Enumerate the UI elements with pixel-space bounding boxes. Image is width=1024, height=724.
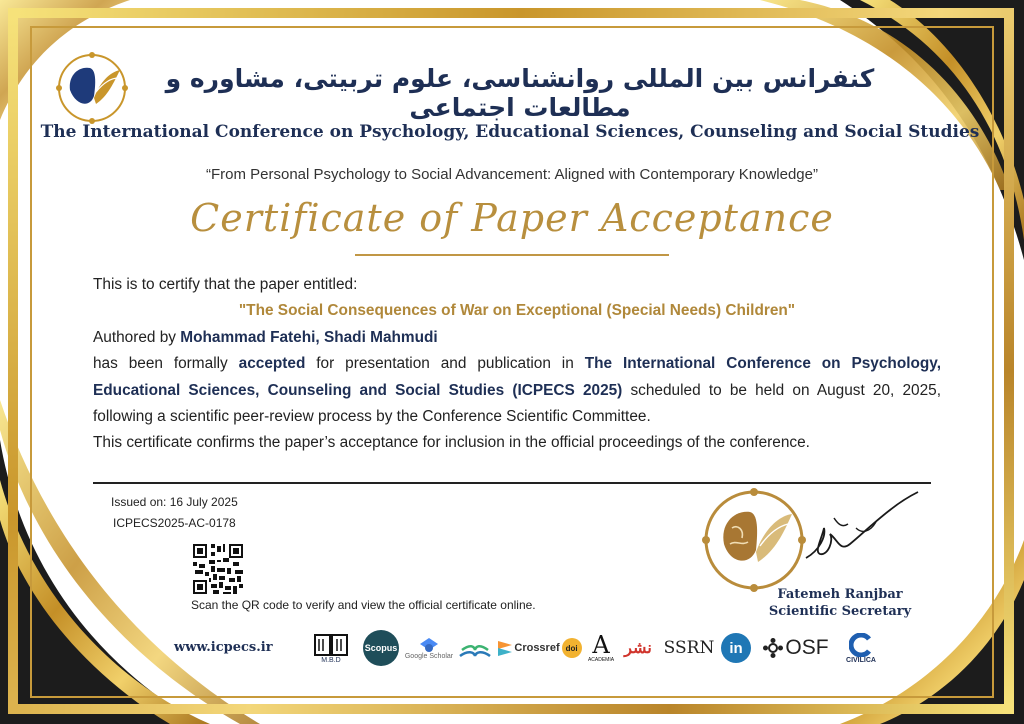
accept-mid: for presentation and publication in: [316, 355, 574, 373]
handwritten-signature: [800, 488, 920, 578]
conference-seal: [702, 488, 806, 592]
qr-code[interactable]: [193, 544, 243, 594]
signer-role: Scientific Secretary: [768, 604, 912, 619]
crossref-mark-icon: [498, 639, 512, 657]
mbd-logo: [308, 628, 354, 668]
acceptance-paragraph: [93, 351, 941, 430]
ssrn-label: SSRN: [663, 638, 715, 658]
accept-post: scheduled to be held on August 20, 2025, following a scientific peer-review process by the Conference Scientific Committee.: [93, 381, 941, 426]
iranian-index-logo: [456, 628, 494, 668]
nashr-label: نشر: [624, 640, 652, 657]
academia-letter: A: [592, 631, 610, 659]
indexing-logos: [308, 628, 890, 668]
open-book-icon: [458, 636, 492, 660]
academia-logo: [586, 628, 616, 668]
accepted-word: accepted: [238, 355, 306, 373]
civilica-logo: [838, 628, 884, 668]
paper-title: "The Social Consequences of War on Exceptional (Special Needs) Children": [238, 302, 796, 320]
academia-label: ACADEMIA: [587, 657, 615, 663]
crossref-logo: [498, 628, 582, 668]
persian-title: کنفرانس بین المللی روانشناسی، علوم تربیتی، مشاوره و مطالعات اجتماعی: [165, 64, 875, 122]
signer-name: Fatemeh Ranjbar: [777, 587, 903, 602]
authored-prefix: Authored by: [93, 328, 176, 346]
heading-underline: [355, 254, 669, 256]
osf-logo: [758, 628, 834, 668]
nashr-logo: [618, 628, 658, 668]
linkedin-label: in: [721, 633, 751, 663]
confirm-text: This certificate confirms the paper’s acceptance for inclusion in the official proceedings of the conference.: [93, 434, 810, 452]
divider: [93, 482, 931, 484]
website-link[interactable]: www.icpecs.ir: [174, 640, 273, 655]
ssrn-logo: [664, 628, 714, 668]
english-title: The International Conference on Psychology, Educational Sciences, Counseling and Social Studies: [40, 122, 980, 142]
issued-date: Issued on: 16 July 2025: [111, 495, 238, 509]
scopus-label: Scopus: [363, 630, 399, 666]
mbd-label: M.B.D: [321, 656, 341, 664]
authors: Mohammad Fatehi, Shadi Mahmudi: [180, 328, 438, 346]
certificate-id: ICPECS2025-AC-0178: [113, 516, 236, 530]
certificate-body: [93, 272, 941, 457]
intro-text: This is to certify that the paper entitled:: [93, 276, 358, 293]
accept-pre: has been formally: [93, 355, 228, 373]
doi-badge: doi: [562, 638, 582, 658]
book-icon: [313, 633, 349, 657]
conference-logo: [56, 52, 128, 124]
signer-block: [760, 586, 920, 620]
authors-line: [93, 325, 941, 351]
scholar-cap-icon: [419, 637, 439, 653]
osf-label: OSF: [785, 636, 829, 659]
linkedin-logo: [718, 628, 754, 668]
certificate-heading: Certificate of Paper Acceptance: [190, 196, 834, 240]
osf-mark-icon: [763, 638, 783, 658]
qr-instructions: Scan the QR code to verify and view the official certificate online.: [191, 598, 536, 612]
google-scholar-logo: [404, 628, 454, 668]
civilica-label: CIVILICA: [846, 656, 876, 664]
slogan: “From Personal Psychology to Social Advancement: Aligned with Contemporary Knowledge”: [206, 166, 818, 183]
crossref-label: Crossref: [514, 642, 560, 654]
scopus-logo: [362, 628, 400, 668]
conference-name: The International Conference on Psychology, Educational Sciences, Counseling and Social Studies (ICPECS 2025): [93, 355, 942, 399]
civilica-mark-icon: [849, 633, 873, 657]
google-scholar-label: Google Scholar: [404, 652, 454, 660]
